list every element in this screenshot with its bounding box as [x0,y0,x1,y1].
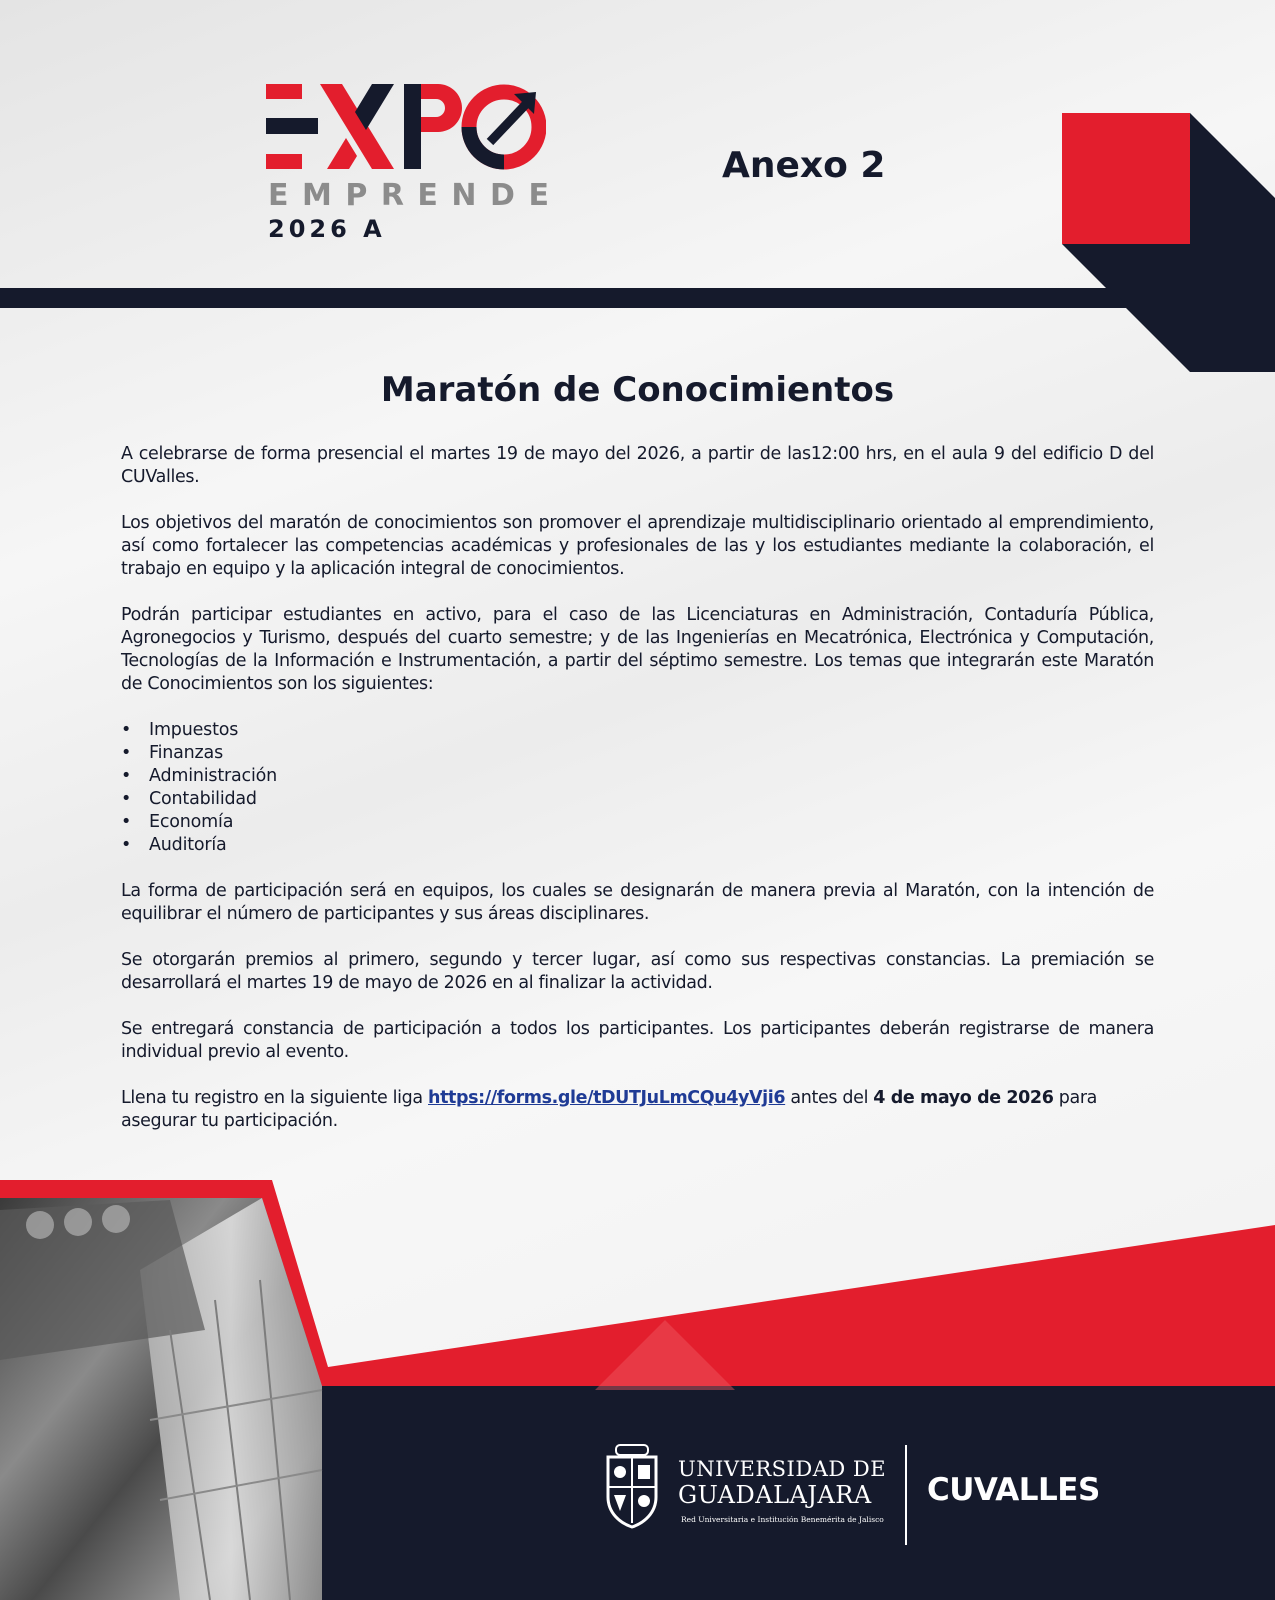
registration-link[interactable]: https://forms.gle/tDUTJuLmCQu4yVji6 [428,1088,786,1108]
intro-paragraph: A celebrarse de forma presencial el martes 19 de mayo del 2026, a partir de las12:00 hrs, en el aula 9 del edificio D del CUValles. [121,444,1154,487]
registration-suffix: para asegurar tu participación. [121,1088,1098,1131]
registration-deadline: 4 de mayo de 2026 [873,1088,1054,1108]
registration-paragraph [121,1087,1154,1133]
registration-prefix: Llena tu registro en la siguiente liga [121,1088,429,1108]
certificate-paragraph: Se entregará constancia de participación a todos los participantes. Los participantes deberán registrarse de manera individual previo al evento. [121,1019,1154,1062]
document-body [121,443,1154,1156]
list-item: • Contabilidad [121,788,1154,811]
list-item: • Administración [121,765,1154,788]
footer-decoration [0,1180,1275,1600]
annex-title: Anexo 2 [722,145,886,186]
list-item: • Auditoría [121,834,1154,857]
university-name-line1: UNIVERSIDAD DE [678,1457,887,1481]
eligibility-paragraph: Podrán participar estudiantes en activo, para el caso de las Licenciaturas en Administración, Contaduría Pública, Agronegocios y Turismo, después del cuarto semestre; y de las Ingenierías en Mecatrónica, Electrónica y Computación, Tecnologías de la Información e Instrumentación, a partir del séptimo semestre. Los temas que integrarán este Maratón de Conocimientos son los siguientes: [121,605,1154,694]
footer-divider [905,1445,907,1545]
header-decoration [0,100,1275,380]
registration-middle: antes del [785,1088,874,1108]
university-shield-icon [602,1443,662,1529]
topic-list [121,719,1154,857]
university-tagline: Red Universitaria e Institución Benemérita de Jalisco [681,1515,884,1524]
campus-name: CUVALLES [927,1472,1100,1508]
objectives-paragraph: Los objetivos del maratón de conocimientos son promover el aprendizaje multidisciplinario orientado al emprendimiento, así como fortalecer las competencias académicas y profesionales de las y los estudiantes mediante la colaboración, el trabajo en equipo y la aplicación integral de conocimientos. [121,513,1154,579]
university-name-line2: GUADALAJARA [678,1481,872,1509]
logo-edition: 2026 A [268,215,386,243]
list-item: • Impuestos [121,719,1154,742]
logo-subtitle: EMPRENDE [268,178,563,213]
list-item: • Economía [121,811,1154,834]
document-title: Maratón de Conocimientos [380,370,895,410]
list-item: • Finanzas [121,742,1154,765]
awards-paragraph: Se otorgarán premios al primero, segundo y tercer lugar, así como sus respectivas constancias. La premiación se desarrollará el martes 19 de mayo de 2026 en al finalizar la actividad. [121,950,1154,993]
teams-paragraph: La forma de participación será en equipos, los cuales se designarán de manera previa al Maratón, con la intención de equilibrar el número de participantes y sus áreas disciplinares. [121,881,1154,924]
